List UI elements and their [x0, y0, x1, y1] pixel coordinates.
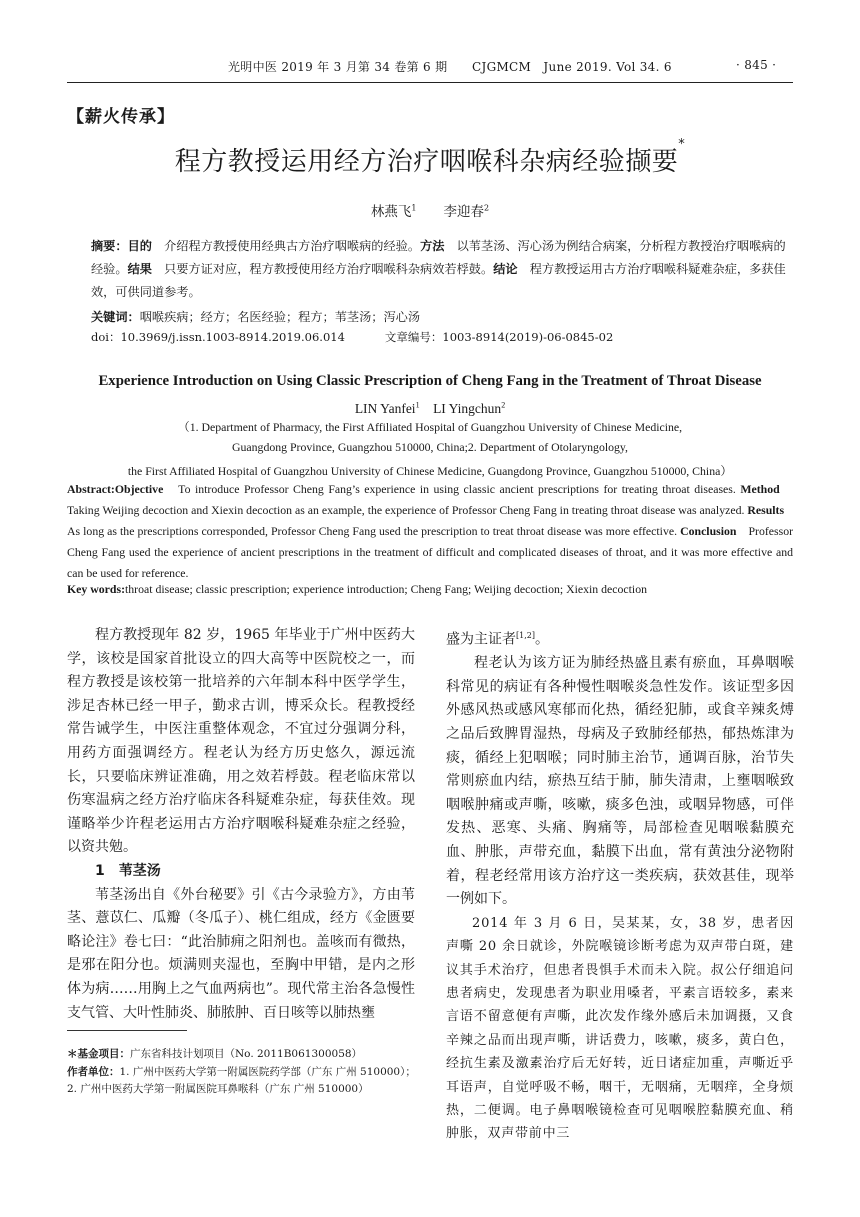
continuation-text: 盛为主证者 [446, 631, 516, 648]
method-label: 方法 [420, 239, 445, 253]
results-text: As long as the prescriptions corresponded, Professor Cheng Fang used the prescription to treat throat disease was more effective. [67, 503, 796, 538]
discussion-paragraph: 程老认为该方证为肺经热盛且素有瘀血，耳鼻咽喉科常见的病证有各种慢性咽喉炎急性发作。该证型多因外感风热或感风寒郁而化热，循经犯肺，或食辛辣炙煿之品后致脾胃湿热，母病及子致肺经郁热，郁热炼津为痰，循经上犯咽喉；同时肺主治节，通调百脉，治节失常则瘀血内结，瘀热互结于肺，肺失清肃，上壅咽喉致咽喉肿痛或声嘶，咳嗽，痰多色浊，或咽异物感，可伴发热、恶寒、头痛、胸痛等，局部检查见咽喉黏膜充血、肿胀，声带充血，黏膜下出血，常有黄浊分泌物附着，程老经常用该方治疗这一类疾病，获效甚佳，现举一例如下。 [446, 655, 794, 908]
keywords-label: Key words: [67, 582, 125, 596]
case-report-paragraph: 2014 年 3 月 6 日，吴某某，女，38 岁，患者因声嘶 20 余日就诊，外院喉镜诊断考虑为双声带白斑，建议其手术治疗，但患者畏惧手术而未入院。叔公仔细追问患者病史，发现患者为职业用嗓者，平素言语较多，素来言语不留意便有声嘶，此次发作缘外感后未加调摄，又食辛辣之品而出现声嘶，讲话费力，咳嗽，痰多，黄白色，经抗生素及激素治疗后无好转，近日诸症加重，声嘶近乎耳语声，自觉呼吸不畅，咽干，无咽痛，无咽痒，全身烦热，二便调。电子鼻咽喉镜检查可见咽喉腔黏膜充血、稍肿胀，双声带前中三 [446, 915, 794, 1142]
body-column-left [67, 624, 415, 1025]
affiliation-line: the First Affiliated Hospital of Guangzhou University of Chinese Medicine, Guangdong Province, Guangzhou 510000, China） [127, 464, 733, 478]
conclusion-text: 程方教授运用古方治疗咽喉科疑难杂症，多获佳效，可供同道参考。 [91, 262, 786, 299]
abstract-cn [91, 235, 793, 304]
column-label: 【薪火传承】 [67, 107, 175, 127]
author-name: LI Yingchun [433, 401, 502, 416]
results-label: 结果 [127, 262, 152, 276]
intro-paragraph: 程方教授现年 82 岁，1965 年毕业于广州中医药大学，该校是国家首批设立的四大高等中医院校之一，而程方教授是该校第一批培养的六年制本科中医学学生，涉足杏林已经一甲子，勤求古训，博采众长。程教授经常告诫学生，中医注重整体观念，不宜过分强调分科，用药方面强调经方。程老认为经方历史悠久，源远流长，只要临床辨证准确，用之效若桴鼓。程老临床常以伤寒温病之经方治疗临床各科疑难杂症，每获佳效。现谨略举少许程老运用古方治疗咽喉科疑难杂症之经验，以资共勉。 [67, 627, 415, 856]
author-affil-mark: 2 [501, 400, 506, 410]
method-label: Method [740, 482, 780, 496]
title-text: 程方教授运用经方治疗咽喉科杂病经验撷要 [174, 147, 679, 177]
body-column-right [446, 624, 794, 1146]
keywords-en [67, 582, 793, 597]
conclusion-label: Conclusion [680, 524, 737, 538]
results-label: Results [747, 503, 785, 517]
unit-label: 作者单位： [67, 1066, 120, 1078]
doi: doi：10.3969/j.issn.1003-8914.2019.06.014 [91, 330, 345, 344]
author-name: 李迎春 [443, 204, 484, 220]
keywords-text: 咽喉疾病；经方；名医经验；程方；苇茎汤；泻心汤 [139, 310, 421, 324]
unit-footnote [67, 1064, 417, 1097]
method-text: 以苇茎汤、泻心汤为例结合病案，分析程方教授治疗咽喉病的经验。 [91, 239, 786, 276]
objective-label: Objective [114, 482, 164, 496]
unit-text: 1. 广州中医药大学第一附属医院药学部（广东 广州 510000）；2. 广州中医药大学第一附属医院耳鼻喉科（广东 广州 510000） [67, 1066, 416, 1095]
footnote-rule [67, 1030, 187, 1031]
author-name: LIN Yanfei [354, 401, 416, 416]
objective-text: 介绍程方教授使用经典古方治疗咽喉病的经验。 [151, 239, 421, 253]
author-line [0, 200, 860, 220]
continuation-paragraph [446, 624, 794, 652]
author-affil-mark: 1 [415, 400, 420, 410]
doi-line [91, 329, 793, 345]
section-paragraph: 苇茎汤出自《外台秘要》引《古今录验方》，方由苇茎、薏苡仁、瓜瓣（冬瓜子）、桃仁组成，经方《金匮要略论注》卷七曰：“此治肺痈之阳剂也。盖咳而有微热，是邪在阳分也。烦满则夹湿也，至胸中甲错，是内之形体为病……用胸上之气血两病也”。现代常主治各急慢性支气管、大叶性肺炎、肺脓肿、百日咳等以肺热壅 [67, 886, 415, 1021]
article-title [0, 137, 860, 178]
header-rule [67, 82, 793, 83]
title-fund-mark: * [678, 137, 686, 152]
abstract-label: 摘要： [91, 239, 128, 253]
results-text: 只要方证对应，程方教授使用经方治疗咽喉科杂病效若桴鼓。 [151, 262, 494, 276]
keywords-label: 关键词： [91, 310, 140, 324]
keywords-text: throat disease; classic prescription; experience introduction; Cheng Fang; Weijing decoction; Xiexin decoction [125, 582, 648, 596]
author-affil-mark: 1 [411, 203, 417, 213]
abstract-label: Abstract: [67, 482, 115, 496]
english-author-line [0, 397, 860, 417]
fund-label: ＊基金项目： [67, 1048, 130, 1060]
page-number: · 845 · [736, 58, 777, 72]
keywords-cn [91, 306, 793, 329]
conclusion-label: 结论 [493, 262, 518, 276]
objective-label: 目的 [127, 239, 152, 253]
citation-mark: [1,2] [516, 631, 535, 640]
article-number: 文章编号：1003-8914(2019)-06-0845-02 [384, 330, 614, 344]
running-head: 光明中医 2019 年 3 月第 34 卷第 6 期 CJGMCM June 2019. Vol 34. 6 [228, 60, 672, 74]
fund-footnote [67, 1046, 417, 1063]
conclusion-text: Professor Cheng Fang used the experience of ancient prescriptions in the treatment of difficult and complicated diseases of throat, and it was more effective and can be used for reference. [67, 524, 794, 580]
affiliation-line: （1. Department of Pharmacy, the First Affiliated Hospital of Guangzhou University of Chinese Medicine, [177, 420, 683, 434]
english-title: Experience Introduction on Using Classic Prescription of Cheng Fang in the Treatment of Throat Disease [98, 373, 762, 389]
continuation-end: 。 [534, 631, 549, 648]
abstract-en [67, 479, 796, 584]
method-text: Taking Weijing decoction and Xiexin decoction as an example, the experience of Professor Cheng Fang in treating throat disease was analyzed. [67, 482, 793, 517]
author-name: 林燕飞 [370, 204, 412, 220]
objective-text: To introduce Professor Cheng Fang’s experience in using classic ancient prescriptions for treating throat diseases. [163, 482, 736, 496]
affiliation-line: Guangdong Province, Guangzhou 510000, China;2. Department of Otolaryngology, [232, 440, 628, 454]
section-heading: 1 苇茎汤 [95, 862, 161, 879]
author-affil-mark: 2 [484, 203, 490, 213]
fund-text: 广东省科技计划项目（No. 2011B061300058） [130, 1048, 363, 1060]
